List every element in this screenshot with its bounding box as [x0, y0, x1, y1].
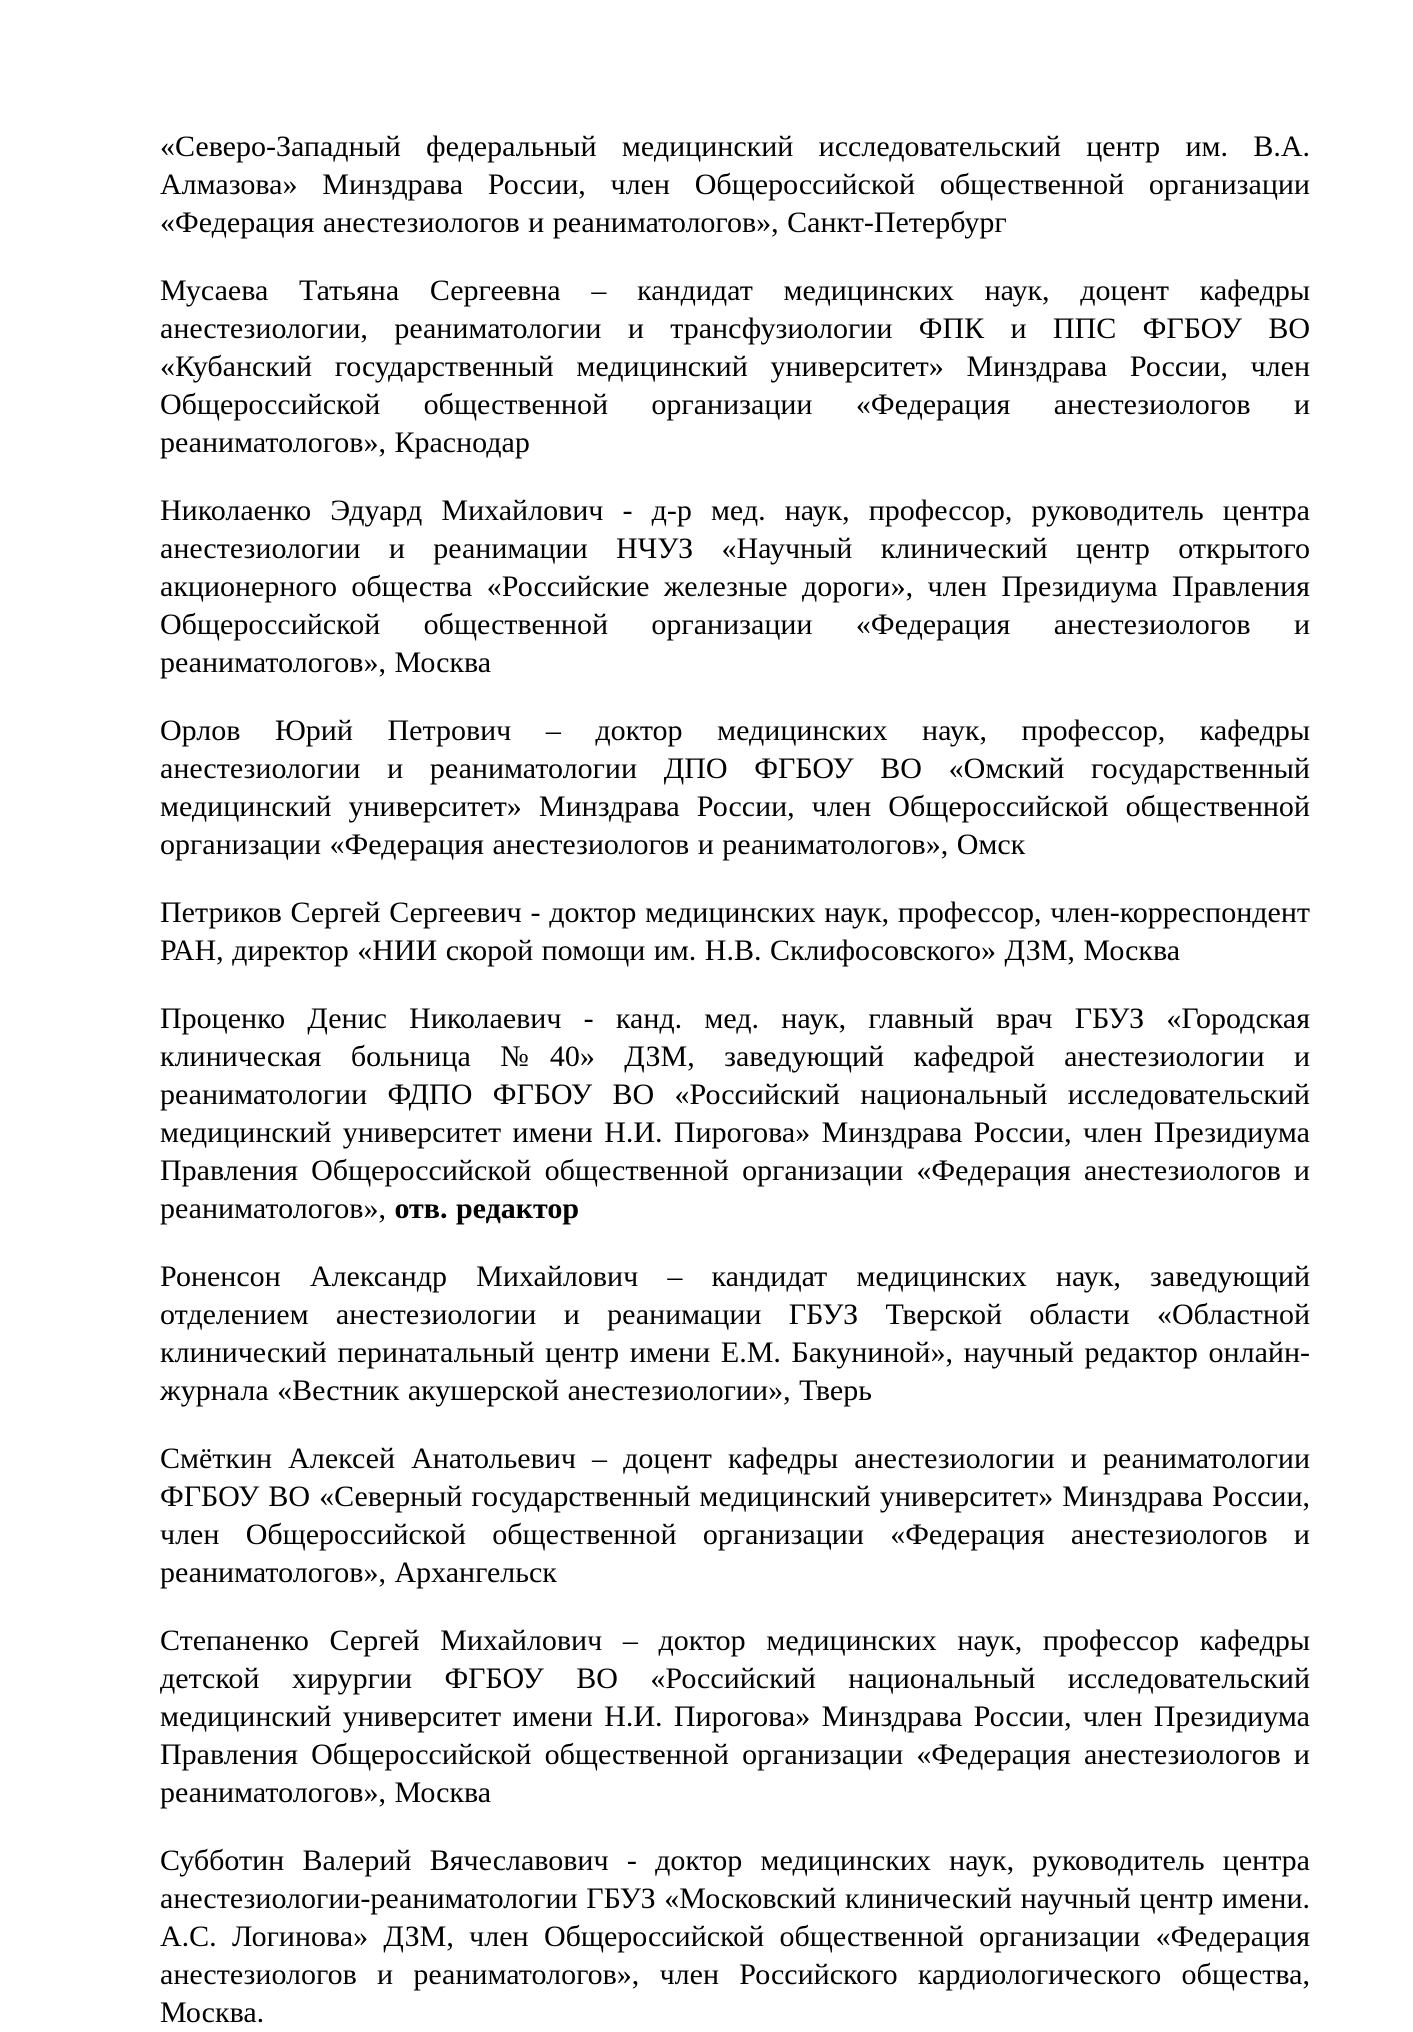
paragraph-list [160, 128, 1310, 2032]
paragraph-text: Петриков Сергей Сергеевич - доктор медицинских наук, профессор, член-корреспондент РАН, директор «НИИ скорой помощи им. Н.В. Склифосовского» ДЗМ, Москва [160, 896, 1310, 967]
paragraph [160, 128, 1310, 242]
paragraph [160, 712, 1310, 864]
paragraph-text: Смёткин Алексей Анатольевич – доцент кафедры анестезиологии и реаниматологии ФГБОУ ВО «Северный государственный медицинский университет» Минздрава России, член Общероссийской общественной организации «Федерация анестезиологов и реаниматологов», Архангельск [160, 1442, 1310, 1589]
paragraph-text: Роненсон Александр Михайлович – кандидат медицинских наук, заведующий отделением анестезиологии и реанимации ГБУЗ Тверской области «Областной клинический перинатальный центр имени Е.М. Бакуниной», научный редактор онлайн-журнала «Вестник акушерской анестезиологии», Тверь [160, 1260, 1310, 1407]
paragraph [160, 894, 1310, 970]
paragraph [160, 1842, 1310, 2032]
paragraph [160, 272, 1310, 462]
paragraph-text: Субботин Валерий Вячеславович - доктор медицинских наук, руководитель центра анестезиологии-реаниматологии ГБУЗ «Московский клинический научный центр имени. А.С. Логинова» ДЗМ, член Общероссийской общественной организации «Федерация анестезиологов и реаниматологов», член Российского кардиологического общества, Москва. [160, 1844, 1310, 2029]
paragraph [160, 1440, 1310, 1592]
paragraph [160, 1000, 1310, 1228]
paragraph-text: Степаненко Сергей Михайлович – доктор медицинских наук, профессор кафедры детской хирургии ФГБОУ ВО «Российский национальный исследовательский медицинский университет имени Н.И. Пирогова» Минздрава России, член Президиума Правления Общероссийской общественной организации «Федерация анестезиологов и реаниматологов», Москва [160, 1624, 1310, 1809]
paragraph-text: Николаенко Эдуард Михайлович - д-р мед. наук, профессор, руководитель центра анестезиологии и реанимации НЧУЗ «Научный клинический центр открытого акционерного общества «Российские железные дороги», член Президиума Правления Общероссийской общественной организации «Федерация анестезиологов и реаниматологов», Москва [160, 494, 1310, 679]
paragraph [160, 1258, 1310, 1410]
paragraph [160, 492, 1310, 682]
paragraph-text: Мусаева Татьяна Сергеевна – кандидат медицинских наук, доцент кафедры анестезиологии, реаниматологии и трансфузиологии ФПК и ППС ФГБОУ ВО «Кубанский государственный медицинский университет» Минздрава России, член Общероссийской общественной организации «Федерация анестезиологов и реаниматологов», Краснодар [160, 274, 1310, 459]
paragraph-text: «Северо-Западный федеральный медицинский исследовательский центр им. В.А. Алмазова» Минздрава России, член Общероссийской общественной организации «Федерация анестезиологов и реаниматологов», Санкт-Петербург [160, 130, 1310, 239]
paragraph-text: Проценко Денис Николаевич - канд. мед. наук, главный врач ГБУЗ «Городская клиническая больница №40» ДЗМ, заведующий кафедрой анестезиологии и реаниматологии ФДПО ФГБОУ ВО «Российский национальный исследовательский медицинский университет имени Н.И. Пирогова» Минздрава России, член Президиума Правления Общероссийской общественной организации «Федерация анестезиологов и реаниматологов», [160, 1002, 1310, 1225]
paragraph [160, 1622, 1310, 1812]
paragraph-bold-text: отв. редактор [394, 1192, 580, 1225]
paragraph-text: Орлов Юрий Петрович – доктор медицинских наук, профессор, кафедры анестезиологии и реаниматологии ДПО ФГБОУ ВО «Омский государственный медицинский университет» Минздрава России, член Общероссийской общественной организации «Федерация анестезиологов и реаниматологов», Омск [160, 714, 1310, 861]
